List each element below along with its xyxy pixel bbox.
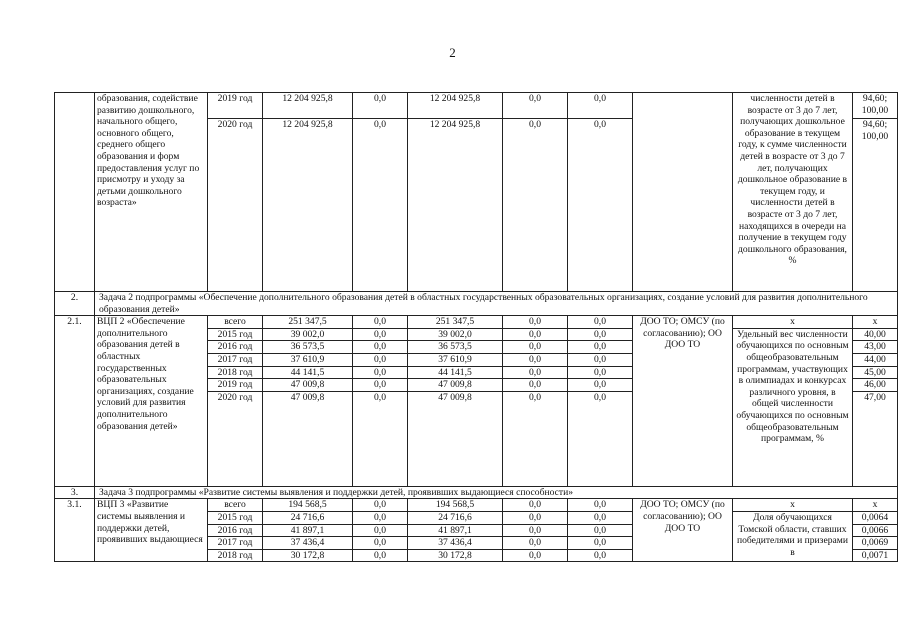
- table-row: 2018 год 44 141,5 0,0 44 141,5 0,0 0,0 45,00: [55, 366, 898, 379]
- program-table: [54, 92, 898, 562]
- program-name: ВЦП 2 «Обеспечение дополнительного образования детей в областных государственных образовательных организациях, создание условий для развития дополнительного образования детей»: [95, 316, 208, 487]
- table-row: 2020 год 47 009,8 0,0 47 009,8 0,0 0,0 47,00: [55, 391, 898, 486]
- indicator-name: Доля обучающихся Томской области, ставших победителями и призерами в: [733, 511, 853, 561]
- executor: ДОО ТО; ОМСУ (по согласованию); ОО ДОО ТО: [633, 316, 733, 487]
- indicator-name: Удельный вес численности обучающихся по основным общеобразовательным программам, участвующих в олимпиадах и конкурсах различного уровня, в общей численности обучающихся по основным общеобразовательным программам, %: [733, 328, 853, 486]
- program-name: образования, содействие развитию дошкольного, начального общего, основного общего, среднего общего образования и форм предоставления услуг по присмотру и уходу за детьми дошкольного возраста»: [95, 93, 208, 292]
- table-row: 2.1. ВЦП 2 «Обеспечение дополнительного образования детей в областных государственных образовательных организациях, создание условий для развития дополнительного образования детей» всего 251 347,5 0,0 251 347,5 0,0 0,0 ДОО ТО; ОМСУ (по согласованию); ОО ДОО ТО х х: [55, 316, 898, 329]
- task-title: Задача 2 подпрограммы «Обеспечение дополнительного образования детей в областных государственных образовательных организациях, создание условий для развития дополнительного образования детей»: [95, 292, 898, 316]
- task-title: Задача 3 подпрограммы «Развитие системы выявления и поддержки детей, проявивших выдающиеся способности»: [95, 486, 898, 499]
- table-row: 3.1. ВЦП 3 «Развитие системы выявления и поддержки детей, проявивших выдающиеся всего 194 568,5 0,0 194 568,5 0,0 0,0 ДОО ТО; ОМСУ (по согласованию); ОО ДОО ТО х х: [55, 499, 898, 512]
- table-row: 2017 год 37 610,9 0,0 37 610,9 0,0 0,0 44,00: [55, 353, 898, 366]
- table-row: 2015 год 39 002,0 0,0 39 002,0 0,0 0,0 Удельный вес численности обучающихся по основным общеобразовательным программам, участвующих в олимпиадах и конкурсах различного уровня, в общей численности обучающихся по основным общеобразовательным программам, % 40,00: [55, 328, 898, 341]
- table-row: образования, содействие развитию дошкольного, начального общего, основного общего, среднего общего образования и форм предоставления услуг по присмотру и уходу за детьми дошкольного возраста» 2019 год 12 204 925,8 0,0 12 204 925,8 0,0 0,0 численности детей в возрасте от 3 до 7 лет, получающих дошкольное образование в текущем году, к сумме численности детей в возрасте от 3 до 7 лет, получающих дошкольное образование в текущем году, и численности детей в возрасте от 3 до 7 лет, находящихся в очереди на получение в текущем году дошкольного образования, % 94,60; 100,00: [55, 93, 898, 119]
- table-row: 2020 год 12 204 925,8 0,0 12 204 925,8 0,0 0,0 94,60; 100,00: [55, 119, 898, 292]
- task-row: 2. Задача 2 подпрограммы «Обеспечение дополнительного образования детей в областных государственных образовательных организациях, создание условий для развития дополнительного образования детей»: [55, 292, 898, 316]
- table-row: 2016 год 41 897,1 0,0 41 897,1 0,0 0,0 0,0066: [55, 524, 898, 537]
- indicator-name: численности детей в возрасте от 3 до 7 лет, получающих дошкольное образование в текущем году, к сумме численности детей в возрасте от 3 до 7 лет, получающих дошкольное образование в текущем году, и численности детей в возрасте от 3 до 7 лет, находящихся в очереди на получение в текущем году дошкольного образования, %: [733, 93, 853, 292]
- table-row: 2018 год 30 172,8 0,0 30 172,8 0,0 0,0 0,0071: [55, 549, 898, 562]
- page-number: 2: [449, 45, 456, 60]
- table-row: 2016 год 36 573,5 0,0 36 573,5 0,0 0,0 43,00: [55, 341, 898, 354]
- table-row: 2017 год 37 436,4 0,0 37 436,4 0,0 0,0 0,0069: [55, 537, 898, 550]
- task-row: 3. Задача 3 подпрограммы «Развитие системы выявления и поддержки детей, проявивших выдающиеся способности»: [55, 486, 898, 499]
- table-row: 2015 год 24 716,6 0,0 24 716,6 0,0 0,0 Доля обучающихся Томской области, ставших победителями и призерами в 0,0064: [55, 511, 898, 524]
- program-name: ВЦП 3 «Развитие системы выявления и поддержки детей, проявивших выдающиеся: [95, 499, 208, 562]
- table-row: 2019 год 47 009,8 0,0 47 009,8 0,0 0,0 46,00: [55, 379, 898, 392]
- executor: ДОО ТО; ОМСУ (по согласованию); ОО ДОО ТО: [633, 499, 733, 562]
